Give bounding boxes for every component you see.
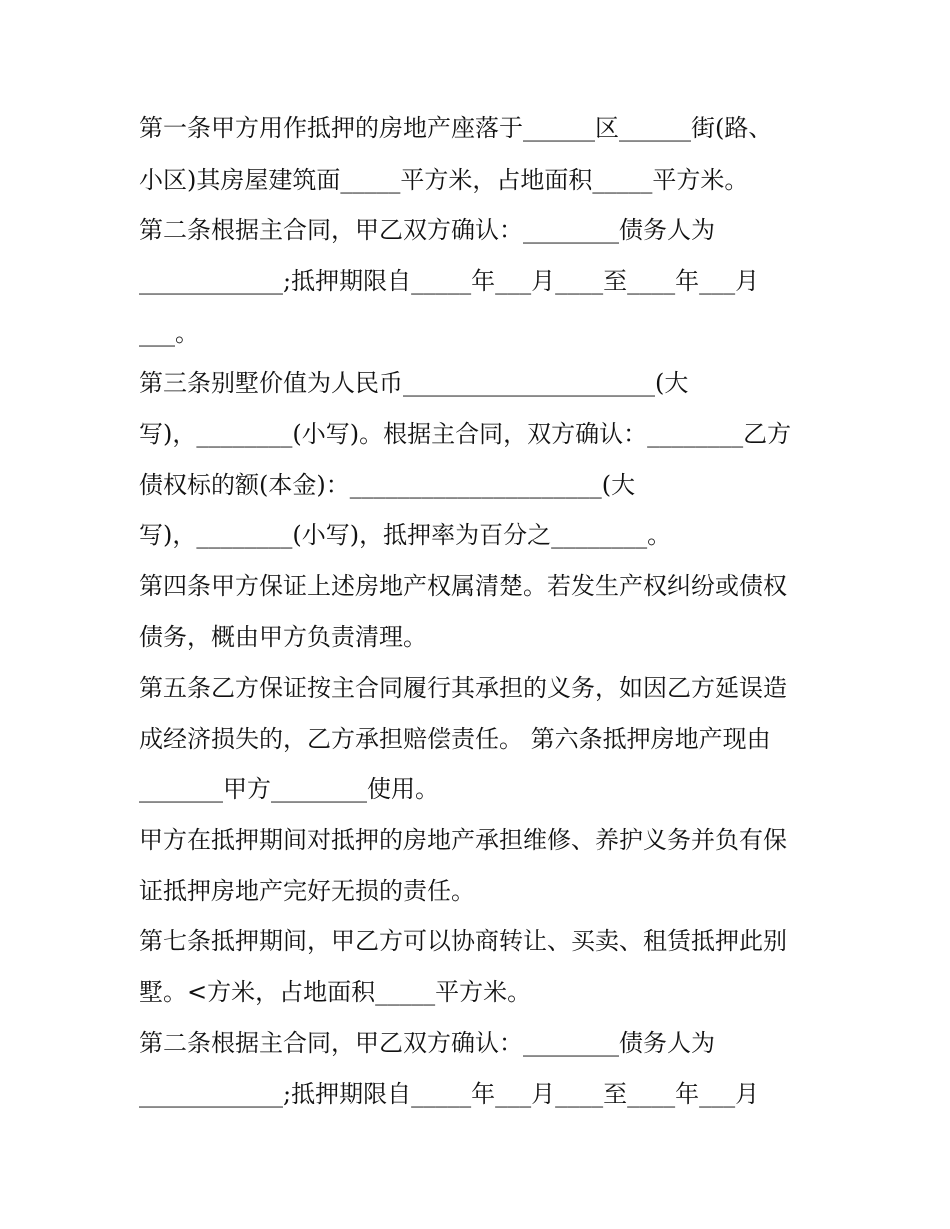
text-line: 墅。<方米，占地面积_____平方米。 <box>139 978 532 1006</box>
text-line: 第二条根据主合同，甲乙双方确认：________债务人为 <box>139 1029 715 1057</box>
text-line: 小区)其房屋建筑面_____平方米，占地面积_____平方米。 <box>139 166 749 194</box>
text-line: 证抵押房地产完好无损的责任。 <box>139 877 475 905</box>
text-line: 成经济损失的，乙方承担赔偿责任。 第六条抵押房地产现由 <box>139 725 771 753</box>
text-line: 债务，概由甲方负责清理。 <box>139 623 427 651</box>
text-line: 写)，________(小写)，抵押率为百分之________。 <box>139 521 672 549</box>
text-line: _______甲方________使用。 <box>139 775 439 803</box>
text-line: 债权标的额(本金)：_____________________(大 <box>139 471 636 499</box>
text-line: ____________;抵押期限自_____年___月____至____年___月 <box>139 267 760 295</box>
text-line: 写)，________(小写)。根据主合同，双方确认：________乙方 <box>139 420 792 448</box>
text-line: 第四条甲方保证上述房地产权属清楚。若发生产权纠纷或债权 <box>139 572 787 600</box>
text-line: 第一条甲方用作抵押的房地产座落于______区______街(路、 <box>139 114 773 142</box>
text-line: 第三条别墅价值为人民币_____________________(大 <box>139 369 689 397</box>
text-line: 第七条抵押期间，甲乙方可以协商转让、买卖、租赁抵押此别 <box>139 927 787 955</box>
text-line: ____________;抵押期限自_____年___月____至____年___月 <box>139 1080 760 1108</box>
text-line: 甲方在抵押期间对抵押的房地产承担维修、养护义务并负有保 <box>139 826 787 854</box>
text-line: ___。 <box>139 319 199 347</box>
text-line: 第五条乙方保证按主合同履行其承担的义务，如因乙方延误造 <box>139 674 787 702</box>
text-line: 第二条根据主合同，甲乙双方确认：________债务人为 <box>139 216 715 244</box>
